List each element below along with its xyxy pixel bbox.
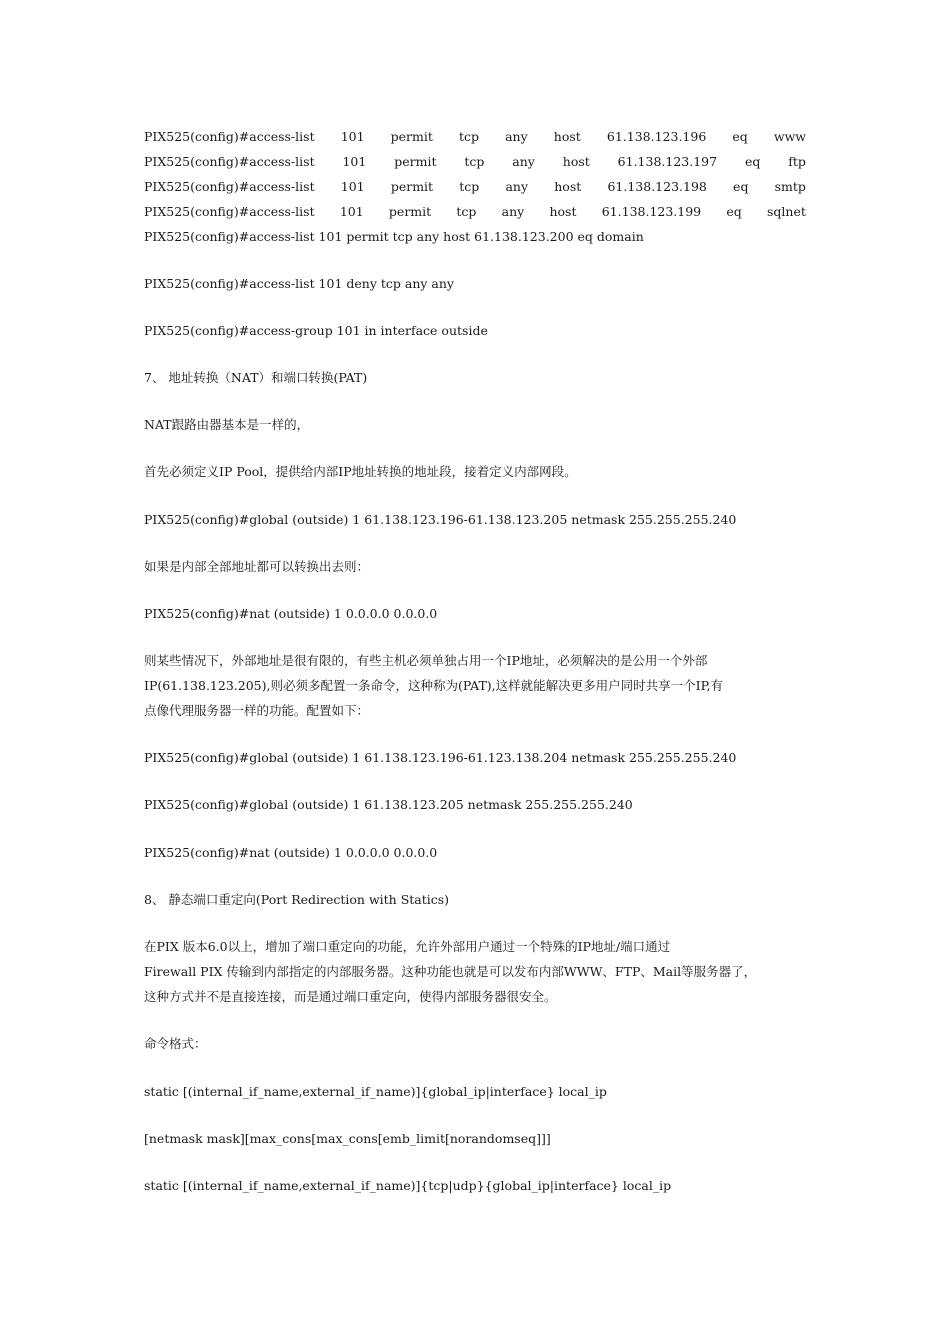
acl-token: permit xyxy=(390,129,433,144)
acl-token: host xyxy=(553,129,581,144)
redirect-paragraph-line-3: 这种方式并不是直接连接，而是通过端口重定向，使得内部服务器很安全。 xyxy=(144,989,557,1004)
acl-token: eq xyxy=(733,179,749,194)
static-syntax-line-2: [netmask mask][max_cons[max_cons[emb_limit[norandomseq]]] xyxy=(144,1131,551,1146)
access-group-line: PIX525(config)#access-group 101 in interface outside xyxy=(144,323,488,338)
acl-token: www xyxy=(773,129,806,144)
acl-token: host xyxy=(562,154,590,169)
all-address-intro: 如果是内部全部地址都可以转换出去则： xyxy=(144,559,370,574)
acl-token: sqlnet xyxy=(767,204,806,219)
nat-intro-text: NAT跟路由器基本是一样的， xyxy=(144,417,310,432)
pat-paragraph-line-1: 则某些情况下，外部地址是很有限的，有些主机必须单独占用一个IP地址，必须解决的是公用一个外部 xyxy=(144,653,708,668)
acl-token: 61.138.123.197 xyxy=(617,154,718,169)
acl-token: any xyxy=(505,179,529,194)
acl-line-www xyxy=(144,128,806,146)
static-syntax-line-3: static [(internal_if_name,external_if_name)]{tcp|udp}{global_ip|interface} local_ip xyxy=(144,1178,672,1193)
acl-token: PIX525(config)#access-list xyxy=(144,129,315,144)
acl-deny-line: PIX525(config)#access-list 101 deny tcp any any xyxy=(144,276,454,291)
acl-token: PIX525(config)#access-list xyxy=(144,154,315,169)
acl-token: eq xyxy=(744,154,761,169)
acl-token: PIX525(config)#access-list xyxy=(144,204,315,219)
acl-token: ftp xyxy=(788,154,806,169)
section-heading-8: 8、 静态端口重定向(Port Redirection with Statics) xyxy=(144,892,450,907)
acl-token: 61.138.123.198 xyxy=(607,179,707,194)
redirect-paragraph-line-1: 在PIX 版本6.0以上，增加了端口重定向的功能，允许外部用户通过一个特殊的IP地址/端口通过 xyxy=(144,939,671,954)
acl-token: host xyxy=(554,179,582,194)
acl-line-smtp xyxy=(144,178,806,196)
acl-token: 101 xyxy=(340,129,365,144)
acl-token: permit xyxy=(390,179,434,194)
acl-token: 61.138.123.196 xyxy=(606,129,707,144)
redirect-paragraph-line-2: Firewall PIX 传输到内部指定的内部服务器。这种功能也就是可以发布内部WWW、FTP、Mail等服务器了， xyxy=(144,964,757,979)
command-format-label: 命令格式： xyxy=(144,1036,207,1051)
global-command-3: PIX525(config)#global (outside) 1 61.138.123.205 netmask 255.255.255.240 xyxy=(144,797,633,812)
acl-token: eq xyxy=(726,204,742,219)
nat-command-1: PIX525(config)#nat (outside) 1 0.0.0.0 0.0.0.0 xyxy=(144,606,438,621)
pat-paragraph-line-2: IP(61.138.123.205),则必须多配置一条命令，这种称为(PAT),这样就能解决更多用户同时共享一个IP,有 xyxy=(144,678,723,693)
global-command-1: PIX525(config)#global (outside) 1 61.138.123.196-61.138.123.205 netmask 255.255.255.240 xyxy=(144,512,737,527)
acl-line-domain: PIX525(config)#access-list 101 permit tcp any host 61.138.123.200 eq domain xyxy=(144,229,644,244)
acl-token: 101 xyxy=(342,154,367,169)
acl-token: 101 xyxy=(340,179,365,194)
pat-paragraph-line-3: 点像代理服务器一样的功能。配置如下： xyxy=(144,703,370,718)
acl-token: PIX525(config)#access-list xyxy=(144,179,315,194)
acl-token: tcp xyxy=(459,179,480,194)
nat-command-2: PIX525(config)#nat (outside) 1 0.0.0.0 0.0.0.0 xyxy=(144,845,438,860)
acl-token: 61.138.123.199 xyxy=(601,204,702,219)
acl-line-ftp xyxy=(144,153,806,171)
acl-token: permit xyxy=(394,154,437,169)
global-command-2: PIX525(config)#global (outside) 1 61.138.123.196-61.123.138.204 netmask 255.255.255.240 xyxy=(144,750,737,765)
acl-token: any xyxy=(501,204,525,219)
acl-token: tcp xyxy=(456,204,477,219)
acl-token: tcp xyxy=(458,129,480,144)
static-syntax-line-1: static [(internal_if_name,external_if_name)]{global_ip|interface} local_ip xyxy=(144,1084,607,1099)
acl-token: any xyxy=(512,154,535,169)
acl-token: any xyxy=(505,129,528,144)
acl-token: permit xyxy=(388,204,432,219)
acl-token: host xyxy=(549,204,577,219)
acl-token: eq xyxy=(732,129,748,144)
acl-token: smtp xyxy=(774,179,806,194)
pool-intro-text: 首先必须定义IP Pool，提供给内部IP地址转换的地址段，接着定义内部网段。 xyxy=(144,464,577,479)
acl-token: tcp xyxy=(464,154,485,169)
acl-token: 101 xyxy=(339,204,364,219)
acl-line-sqlnet xyxy=(144,203,806,221)
section-heading-7: 7、 地址转换（NAT）和端口转换(PAT) xyxy=(144,370,368,385)
